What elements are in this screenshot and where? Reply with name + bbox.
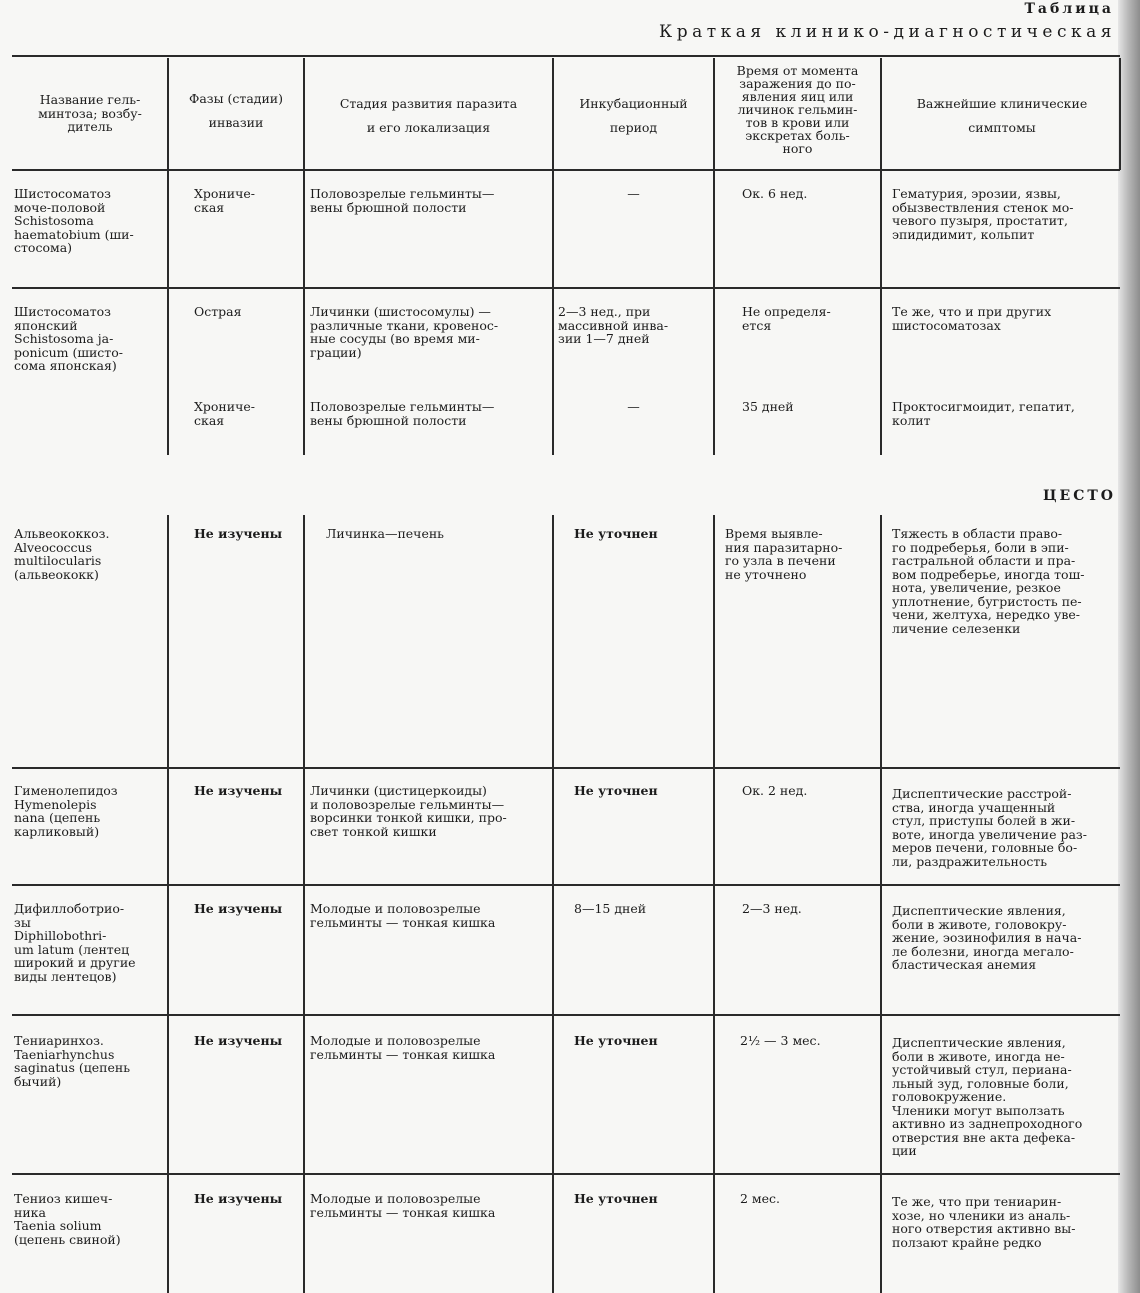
rule-row-6: [12, 1014, 1120, 1016]
cell-stage: Личинка—печень: [326, 526, 444, 541]
cell-disease-name: Тениоз кишеч- ника Taenia solium (цепень свиной): [14, 1191, 121, 1247]
cell-stage: Молодые и половозрелые гельминты — тонкая кишка: [310, 1033, 496, 1062]
cell-phase: Хрониче- ская: [194, 399, 255, 428]
col-divider-2: [303, 515, 305, 1293]
cell-incubation: 2—3 нед., при массивной инва- зии 1—7 дней: [558, 304, 669, 346]
cell-incubation: Не уточнен: [574, 1191, 658, 1206]
cell-stage: Молодые и половозрелые гельминты — тонкая кишка: [310, 901, 496, 930]
cell-symptoms: Диспептические явления, боли в животе, иногда не- устойчивый стул, периана- льный зуд, головные боли, головокружение. Членики могут выползать активно из заднепроходного отверстия вне акта дефека- ции: [892, 1035, 1083, 1158]
cell-stage: Половозрелые гельминты— вены брюшной полости: [310, 399, 495, 428]
cell-disease-name: Альвеококкоз. Alveococcus multilocularis (альвеококк): [14, 526, 110, 582]
cell-time: 2—3 нед.: [742, 901, 802, 916]
col-divider-1: [167, 58, 169, 455]
col-divider-5: [880, 58, 882, 455]
header-stage: Стадия развития паразита и его локализация: [339, 96, 518, 135]
cell-incubation: 8—15 дней: [574, 901, 647, 916]
col-divider-2: [303, 58, 305, 455]
cell-phase: Не изучены: [194, 783, 283, 798]
page-edge-shadow: [1118, 0, 1140, 1293]
table-title: Краткая клинико-диагностическая: [659, 22, 1116, 42]
cell-stage: Молодые и половозрелые гельминты — тонкая кишка: [310, 1191, 496, 1220]
cell-symptoms: Диспептические явления, боли в животе, головокру- жение, эозинофилия в нача- ле болезни, иногда мегало- бластическая анемия: [892, 903, 1082, 972]
cell-disease-name: Гименолепидоз Hymenolepis nana (цепень карликовый): [14, 783, 118, 839]
rule-header-bottom: [12, 169, 1120, 171]
cell-incubation: Не уточнен: [574, 526, 658, 541]
section-label: ЦЕСТО: [1043, 488, 1116, 504]
table-label: Таблица: [1024, 1, 1114, 17]
cell-time: Ок. 6 нед.: [742, 186, 808, 201]
rule-top: [12, 55, 1120, 57]
cell-time: 2 мес.: [740, 1191, 781, 1206]
col-divider-4: [713, 58, 715, 455]
cell-time: Не определя- ется: [742, 304, 831, 333]
rule-row-7: [12, 1173, 1120, 1175]
col-divider-4: [713, 515, 715, 1293]
header-phase: Фазы (стадии) инвазии: [188, 91, 284, 130]
col-divider-5: [880, 515, 882, 1293]
header-incubation: Инкубационный период: [579, 96, 688, 135]
cell-symptoms: Тяжесть в области право- го подреберья, боли в эпи- гастральной области и пра- вом подреберье, иногда тош- нота, увеличение, резкое уплотнение, бугристость пе- чени, желтуха, нередко уве- личение селезенки: [892, 526, 1085, 636]
rule-row-5: [12, 884, 1120, 886]
cell-symptoms: Проктосигмоидит, гепатит, колит: [892, 399, 1075, 428]
cell-stage: Личинки (шистосомулы) — различные ткани, кровенос- ные сосуды (во время ми- грации): [310, 304, 499, 360]
header-time: Время от момента заражения до по- явления яиц или личинок гельмин- тов в крови или экскретах боль- ного: [736, 63, 859, 156]
cell-symptoms: Гематурия, эрозии, язвы, обызвествления стенок мо- чевого пузыря, простатит, эпидидимит, кольпит: [892, 186, 1074, 242]
cell-disease-name: Шистосоматоз японский Schistosoma ja- ponicum (шисто- сома японская): [14, 304, 123, 373]
cell-incubation: —: [627, 399, 640, 414]
cell-symptoms: Диспептические расстрой- ства, иногда учащенный стул, приступы болей в жи- воте, иногда увеличение раз- меров печени, головные бо- ли, раздражительность: [892, 786, 1087, 869]
cell-time: Ок. 2 нед.: [742, 783, 808, 798]
col-divider-1: [167, 515, 169, 1293]
cell-phase: Не изучены: [194, 526, 283, 541]
cell-time: 35 дней: [742, 399, 794, 414]
col-divider-3: [552, 58, 554, 455]
cell-stage: Личинки (цистицеркоиды) и половозрелые гельминты— ворсинки тонкой кишки, про- свет тонкой кишки: [310, 783, 507, 839]
cell-time: 2½ — 3 мес.: [740, 1033, 821, 1048]
cell-stage: Половозрелые гельминты— вены брюшной полости: [310, 186, 495, 215]
cell-disease-name: Шистосоматоз моче-половой Schistosoma haematobium (ши- стосома): [14, 186, 134, 255]
col-divider-3: [552, 515, 554, 1293]
cell-phase: Не изучены: [194, 1033, 283, 1048]
rule-row-4: [12, 767, 1120, 769]
cell-disease-name: Тениаринхоз. Taeniarhynchus saginatus (цепень бычий): [14, 1033, 131, 1089]
rule-row-1: [12, 287, 1120, 289]
cell-phase: Не изучены: [194, 901, 283, 916]
header-symptoms: Важнейшие клинические симптомы: [916, 96, 1088, 135]
cell-phase: Острая: [194, 304, 242, 319]
cell-time: Время выявле- ния паразитарно- го узла в печени не уточнено: [725, 526, 843, 582]
header-disease-name: Название гель- минтоза; возбу- дитель: [38, 92, 142, 134]
cell-incubation: —: [627, 186, 640, 201]
cell-disease-name: Дифиллоботрио- зы Diphillobothri- um latum (лентец широкий и другие виды лентецов): [14, 901, 136, 984]
cell-phase: Хрониче- ская: [194, 186, 255, 215]
cell-incubation: Не уточнен: [574, 1033, 658, 1048]
cell-symptoms: Те же, что и при других шистосоматозах: [892, 304, 1052, 333]
cell-symptoms: Те же, что при тениарин- хозе, но членики из аналь- ного отверстия активно вы- ползают крайне редко: [892, 1194, 1076, 1250]
cell-incubation: Не уточнен: [574, 783, 658, 798]
cell-phase: Не изучены: [194, 1191, 283, 1206]
